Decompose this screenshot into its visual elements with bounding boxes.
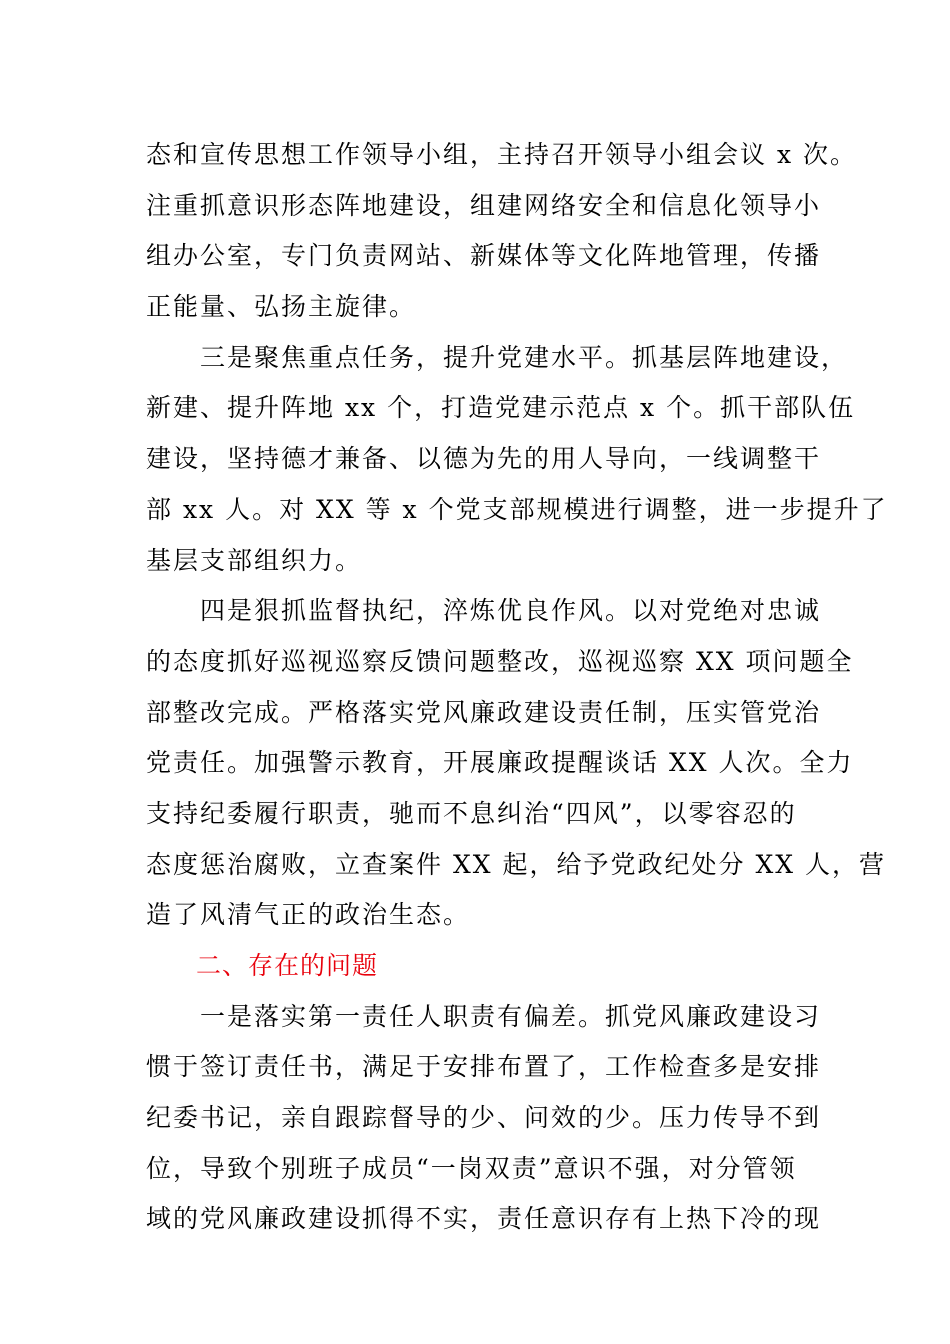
text-line: 组办公室，专门负责网站、新媒体等文化阵地管理，传播 xyxy=(146,241,822,271)
text-line: 支持纪委履行职责，驰而不息纠治“四风”，以零容忍的 xyxy=(146,798,797,828)
text-line: 正能量、弘扬主旋律。 xyxy=(146,292,417,322)
text-line: 态和宣传思想工作领导小组，主持召开领导小组会议 x 次。 xyxy=(146,140,857,169)
text-line: 域的党风廉政建设抓得不实，责任意识存有上热下冷的现 xyxy=(146,1204,822,1234)
text-line: 部整改完成。严格落实党风廉政建设责任制，压实管党治 xyxy=(146,697,822,727)
text-line: 注重抓意识形态阵地建设，组建网络安全和信息化领导小 xyxy=(146,190,822,220)
text-line: 建设，坚持德才兼备、以德为先的用人导向，一线调整干 xyxy=(146,444,822,474)
text-line: 的态度抓好巡视巡察反馈问题整改，巡视巡察 XX 项问题全 xyxy=(146,646,854,676)
text-line: 惯于签订责任书，满足于安排布置了，工作检查多是安排 xyxy=(146,1052,822,1082)
paragraph-first-line: 三是聚焦重点任务，提升党建水平。抓基层阵地建设， xyxy=(200,342,849,372)
text-line: 位，导致个别班子成员“一岗双责”意识不强，对分管领 xyxy=(146,1153,797,1183)
text-line: 纪委书记，亲自跟踪督导的少、问效的少。压力传导不到 xyxy=(146,1103,822,1133)
text-line: 部 xx 人。对 XX 等 x 个党支部规模进行调整，进一步提升了 xyxy=(146,494,888,524)
text-line: 态度惩治腐败，立查案件 XX 起，给予党政纪处分 XX 人，营 xyxy=(146,849,886,879)
text-line: 新建、提升阵地 xx 个，打造党建示范点 x 个。抓干部队伍 xyxy=(146,393,856,423)
text-line: 党责任。加强警示教育，开展廉政提醒谈话 XX 人次。全力 xyxy=(146,748,854,778)
paragraph-first-line: 一是落实第一责任人职责有偏差。抓党风廉政建设习 xyxy=(200,1001,822,1031)
text-line: 造了风清气正的政治生态。 xyxy=(146,900,471,930)
paragraph-first-line: 四是狠抓监督执纪，淬炼优良作风。以对党绝对忠诚 xyxy=(200,596,822,626)
text-line: 基层支部组织力。 xyxy=(146,545,363,575)
section-heading: 二、存在的问题 xyxy=(196,951,379,980)
document-body xyxy=(146,130,888,1245)
